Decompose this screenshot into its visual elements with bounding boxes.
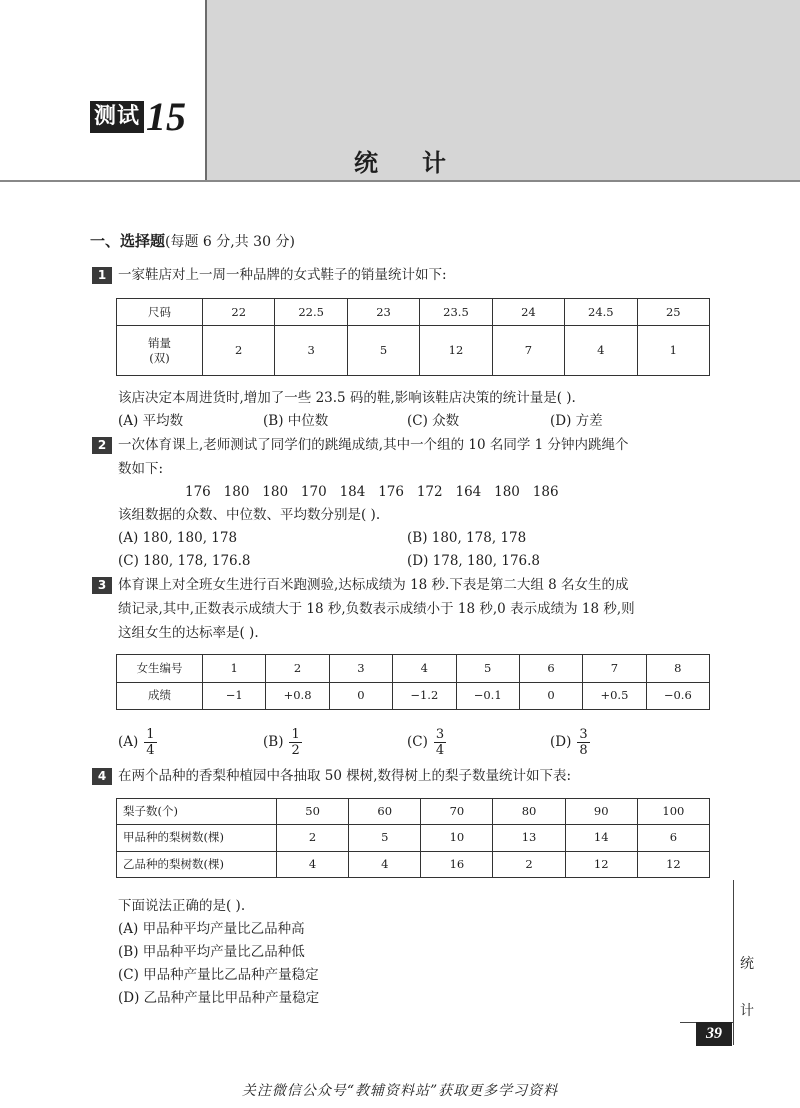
q2-option-a[interactable]: (A) 180, 180, 178 (118, 530, 238, 546)
fraction-numerator: 1 (146, 727, 155, 742)
table-row (117, 655, 710, 683)
table-row (117, 326, 710, 376)
table-cell: 60 (349, 799, 421, 825)
test-badge (90, 94, 187, 139)
table-cell: 1 (203, 655, 266, 683)
option-label: (A) (118, 734, 139, 750)
q2-question: 该组数据的众数、中位数、平均数分别是( ). (118, 507, 381, 523)
section-title-text: 一、选择题 (90, 232, 166, 250)
table-cell: 25 (637, 299, 709, 326)
table-cell: 7 (492, 326, 564, 376)
q3-table (116, 654, 710, 710)
table-row (117, 299, 710, 326)
footer-note: 关注微信公众号“教辅资料站”获取更多学习资料 (241, 1083, 559, 1099)
badge-word: 测试 (90, 101, 144, 133)
table-cell: 2 (266, 655, 329, 683)
fraction (577, 727, 589, 758)
table-row (117, 682, 710, 710)
table-cell: 4 (393, 655, 456, 683)
table-header-cell: 尺码 (117, 299, 203, 326)
table-header-cell: 甲品种的梨树数(棵) (117, 825, 277, 851)
table-header-cell: 成绩 (117, 682, 203, 710)
q1-option-d[interactable]: (D) 方差 (550, 413, 603, 429)
table-cell: 4 (277, 851, 349, 877)
q4-option-d[interactable]: (D) 乙品种产量比甲品种产量稳定 (118, 990, 320, 1006)
table-cell: 12 (637, 851, 709, 877)
table-cell: +0.8 (266, 682, 329, 710)
q1-table (116, 298, 710, 376)
badge-number: 15 (146, 94, 187, 139)
q3-option-c[interactable] (407, 727, 446, 758)
question-number-1: 1 (92, 267, 112, 284)
q1-follow: 该店决定本周进货时,增加了一些 23.5 码的鞋,影响该鞋店决策的统计量是( ). (118, 390, 576, 406)
table-header-line: 销量 (148, 335, 171, 350)
question-number-3: 3 (92, 577, 112, 594)
q4-table (116, 798, 710, 878)
table-cell: 50 (277, 799, 349, 825)
table-cell: 3 (329, 655, 392, 683)
table-cell: 4 (565, 326, 637, 376)
table-cell: 22 (203, 299, 275, 326)
chapter-title: 统计 (354, 149, 490, 177)
q1-option-c[interactable]: (C) 众数 (407, 413, 460, 429)
table-header-cell: 女生编号 (117, 655, 203, 683)
q2-line-1: 一次体育课上,老师测试了同学们的跳绳成绩,其中一个组的 10 名同学 1 分钟内跳绳个 (118, 437, 629, 453)
question-number-2: 2 (92, 437, 112, 454)
table-cell: 2 (277, 825, 349, 851)
q1-option-a[interactable]: (A) 平均数 (118, 413, 184, 429)
q2-option-d[interactable]: (D) 178, 180, 176.8 (407, 553, 540, 569)
q3-option-d[interactable] (550, 727, 590, 758)
table-cell: 5 (456, 655, 519, 683)
table-cell: +0.5 (583, 682, 646, 710)
fraction-denominator: 4 (435, 743, 445, 758)
table-cell: 13 (493, 825, 565, 851)
table-cell: 2 (493, 851, 565, 877)
page-number: 39 (696, 1022, 732, 1046)
option-label: (D) (550, 734, 572, 750)
q3-line-3: 这组女生的达标率是( ). (118, 625, 259, 641)
section-title (90, 230, 295, 251)
table-cell: 3 (275, 326, 347, 376)
table-cell: 4 (349, 851, 421, 877)
table-cell: 70 (421, 799, 493, 825)
table-cell: −1 (203, 682, 266, 710)
fraction-numerator: 3 (579, 727, 588, 742)
table-cell: 14 (565, 825, 637, 851)
table-cell: 80 (493, 799, 565, 825)
table-cell: 1 (637, 326, 709, 376)
table-cell: 12 (420, 326, 492, 376)
q3-line-2: 绩记录,其中,正数表示成绩大于 18 秒,负数表示成绩小于 18 秒,0 表示成绩为 18 秒,则 (118, 601, 635, 617)
table-cell: 7 (583, 655, 646, 683)
table-cell: 5 (349, 825, 421, 851)
table-row (117, 799, 710, 825)
table-cell: −0.6 (646, 682, 709, 710)
fraction-numerator: 3 (435, 727, 445, 742)
fraction-denominator: 4 (146, 743, 155, 758)
table-cell: 16 (421, 851, 493, 877)
table-cell: 0 (329, 682, 392, 710)
table-cell: 5 (347, 326, 419, 376)
q2-option-c[interactable]: (C) 180, 178, 176.8 (118, 553, 251, 569)
table-row (117, 825, 710, 851)
table-cell: 2 (203, 326, 275, 376)
q3-option-b[interactable] (263, 727, 302, 758)
table-cell: 24.5 (565, 299, 637, 326)
option-label: (B) (263, 734, 284, 750)
fraction (144, 727, 156, 758)
table-cell: 0 (519, 682, 582, 710)
table-cell: 22.5 (275, 299, 347, 326)
fraction-numerator: 1 (291, 727, 300, 742)
table-header-cell: 梨子数(个) (117, 799, 277, 825)
q1-stem: 一家鞋店对上一周一种品牌的女式鞋子的销量统计如下: (118, 267, 447, 283)
fraction-denominator: 2 (291, 743, 300, 758)
table-cell: 24 (492, 299, 564, 326)
q4-question: 下面说法正确的是( ). (118, 898, 246, 914)
q4-option-a[interactable]: (A) 甲品种平均产量比乙品种高 (118, 921, 305, 937)
table-cell: 23.5 (420, 299, 492, 326)
q2-data: 176 180 180 170 184 176 172 164 180 186 (185, 484, 559, 500)
q2-option-b[interactable]: (B) 180, 178, 178 (407, 530, 527, 546)
side-divider (733, 880, 734, 1045)
table-row (117, 851, 710, 877)
table-cell: 12 (565, 851, 637, 877)
table-cell: 6 (637, 825, 709, 851)
table-header-cell: 乙品种的梨树数(棵) (117, 851, 277, 877)
q3-line-1: 体育课上对全班女生进行百米跑测验,达标成绩为 18 秒.下表是第二大组 8 名女生的成 (118, 577, 629, 593)
side-label-1: 统 (740, 956, 754, 972)
table-cell: −0.1 (456, 682, 519, 710)
section-note: (每题 6 分,共 30 分) (165, 234, 295, 250)
table-cell: 23 (347, 299, 419, 326)
fraction (434, 727, 446, 758)
fraction-denominator: 8 (579, 743, 588, 758)
table-cell: 10 (421, 825, 493, 851)
q2-line-2: 数如下: (118, 461, 164, 477)
table-cell: 100 (637, 799, 709, 825)
table-header-cell (117, 326, 203, 376)
option-label: (C) (407, 734, 428, 750)
question-number-4: 4 (92, 768, 112, 785)
fraction (289, 727, 301, 758)
q4-option-c[interactable]: (C) 甲品种产量比乙品种产量稳定 (118, 967, 319, 983)
q4-option-b[interactable]: (B) 甲品种平均产量比乙品种低 (118, 944, 305, 960)
table-cell: 8 (646, 655, 709, 683)
q3-option-a[interactable] (118, 727, 157, 758)
table-header-line: (双) (149, 350, 170, 365)
side-label-2: 计 (740, 1003, 754, 1019)
header-divider (0, 180, 800, 182)
q1-option-b[interactable]: (B) 中位数 (263, 413, 329, 429)
table-cell: −1.2 (393, 682, 456, 710)
table-cell: 90 (565, 799, 637, 825)
q4-stem: 在两个品种的香梨种植园中各抽取 50 棵树,数得树上的梨子数量统计如下表: (118, 768, 572, 784)
table-cell: 6 (519, 655, 582, 683)
